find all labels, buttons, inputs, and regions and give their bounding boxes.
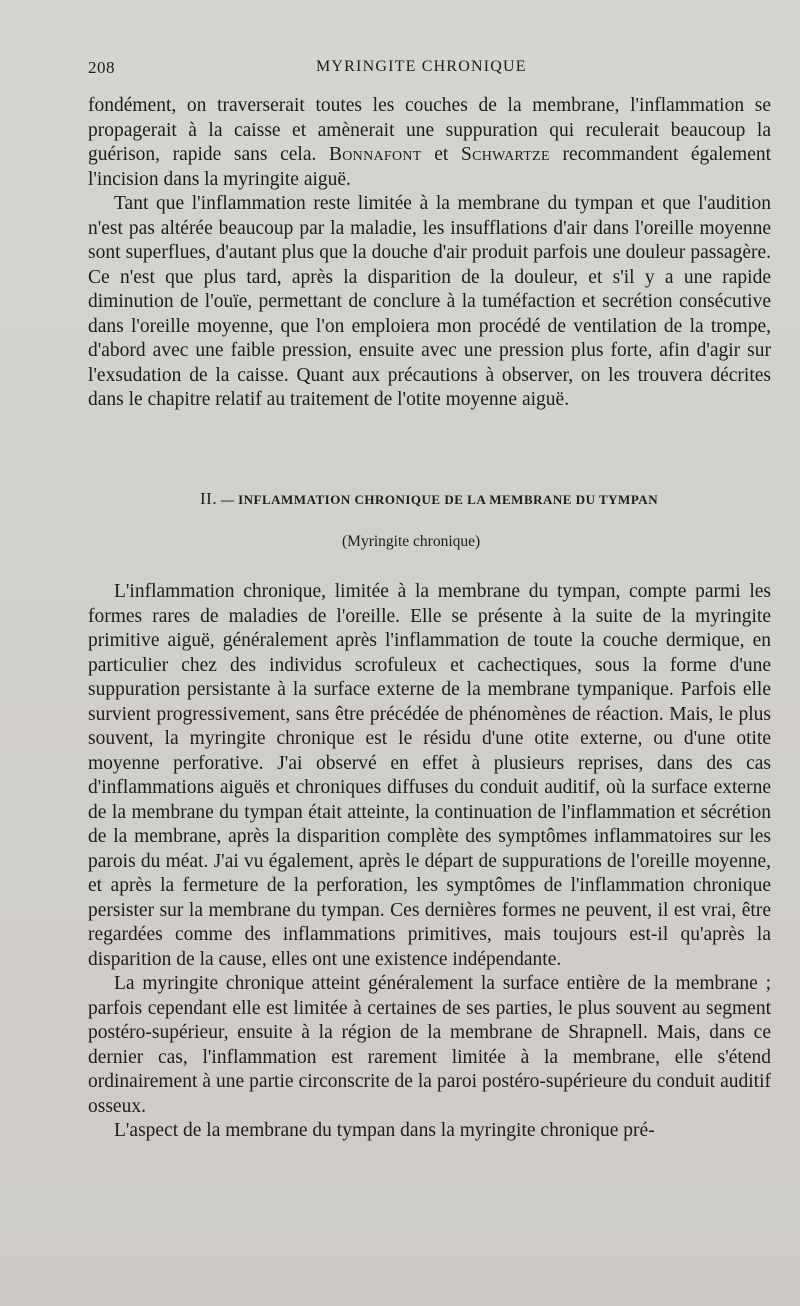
section-subtitle: (Myringite chronique) — [342, 533, 481, 550]
author-name: Schwartze — [460, 144, 550, 165]
author-name: Bonnafont — [328, 144, 422, 165]
section-text-block — [88, 580, 771, 1144]
section-heading — [200, 489, 700, 509]
intro-text-block — [88, 94, 771, 413]
paragraph: L'inflammation chronique, limitée à la membrane du tympan, compte parmi les formes rares de maladies de l'oreille. Elle se présente à la suite de la myringite primitive aiguë, généralement après l'inflammation de toute la couche dermique, en particulier chez des individus scrofuleux et cachectiques, sous la forme d'une suppuration persistante à la surface externe de la membrane tympanique. Parfois elle survient progressivement, sans être précédée de phénomènes de réaction. Mais, le plus souvent, la myringite chronique est le résidu d'une otite externe, ou d'une otite moyenne perforative. J'ai observé en effet à plusieurs reprises, dans des cas d'inflammations aiguës et chroniques diffuses du conduit auditif, où la surface externe de la membrane du tympan était atteinte, la continuation de l'inflammation et sécrétion de la membrane, après la disparition complète des symptômes inflammatoires sur les parois du méat. J'ai vu également, après le départ de suppurations de l'oreille moyenne, et après la fermeture de la perforation, les symptômes de l'inflammation chronique persister sur la membrane du tympan. Ces dernières formes ne peuvent, il est vrai, être regardées comme des inflammations primitives, mais toujours est-il qu'après la disparition de la cause, elles ont une existence indépendante. — [88, 581, 771, 970]
page-number: 208 — [88, 58, 115, 77]
conjunction: et — [434, 144, 449, 165]
paragraph-text: fondément, on traverserait toutes les couches de la membrane, l'inflammation se propagerait à la caisse et amènerait une suppuration qui reculerait beaucoup la guérison, rapide sans cela. — [88, 95, 771, 165]
paragraph: Tant que l'inflammation reste limitée à la membrane du tympan et que l'audition n'est pas altérée beaucoup par la maladie, les insufflations d'air dans l'oreille moyenne sont superflues, d'autant plus que la douche d'air produit parfois une douleur passagère. Ce n'est que plus tard, après la disparition de la douleur, et s'il y a une rapide diminution de l'ouïe, permettant de conclure à la tuméfaction et secrétion consécutive dans l'oreille moyenne, que l'on emploiera mon procédé de ventilation de la trompe, d'abord avec une faible pression, ensuite avec une pression plus forte, afin d'agir sur l'exsudation de la caisse. Quant aux précautions à observer, on les trouvera décrites dans le chapitre relatif au traitement de l'otite moyenne aiguë. — [88, 193, 771, 410]
paragraph: L'aspect de la membrane du tympan dans la myringite chronique pré- — [114, 1120, 655, 1141]
paragraph-text: recommandent également l'incision dans la myringite aiguë. — [88, 144, 772, 190]
page-header — [88, 58, 770, 82]
section-number: II. — [200, 489, 218, 508]
section-dash: — — [220, 492, 235, 507]
running-head: MYRINGITE CHRONIQUE — [316, 58, 527, 75]
paragraph-continuation — [88, 94, 771, 192]
section-title: INFLAMMATION CHRONIQUE DE LA MEMBRANE DU TYMPAN — [238, 492, 659, 507]
paragraph: La myringite chronique atteint généralement la surface entière de la membrane ; parfois cependant elle est limitée à certaines de ses parties, le plus souvent au segment postéro-supérieur, ensuite à la région de la membrane de Shrapnell. Mais, dans ce dernier cas, l'inflammation est rarement limitée à la membrane, elle s'étend ordinairement à une partie circonscrite de la paroi postéro-supérieure du conduit auditif osseux. — [88, 973, 771, 1117]
